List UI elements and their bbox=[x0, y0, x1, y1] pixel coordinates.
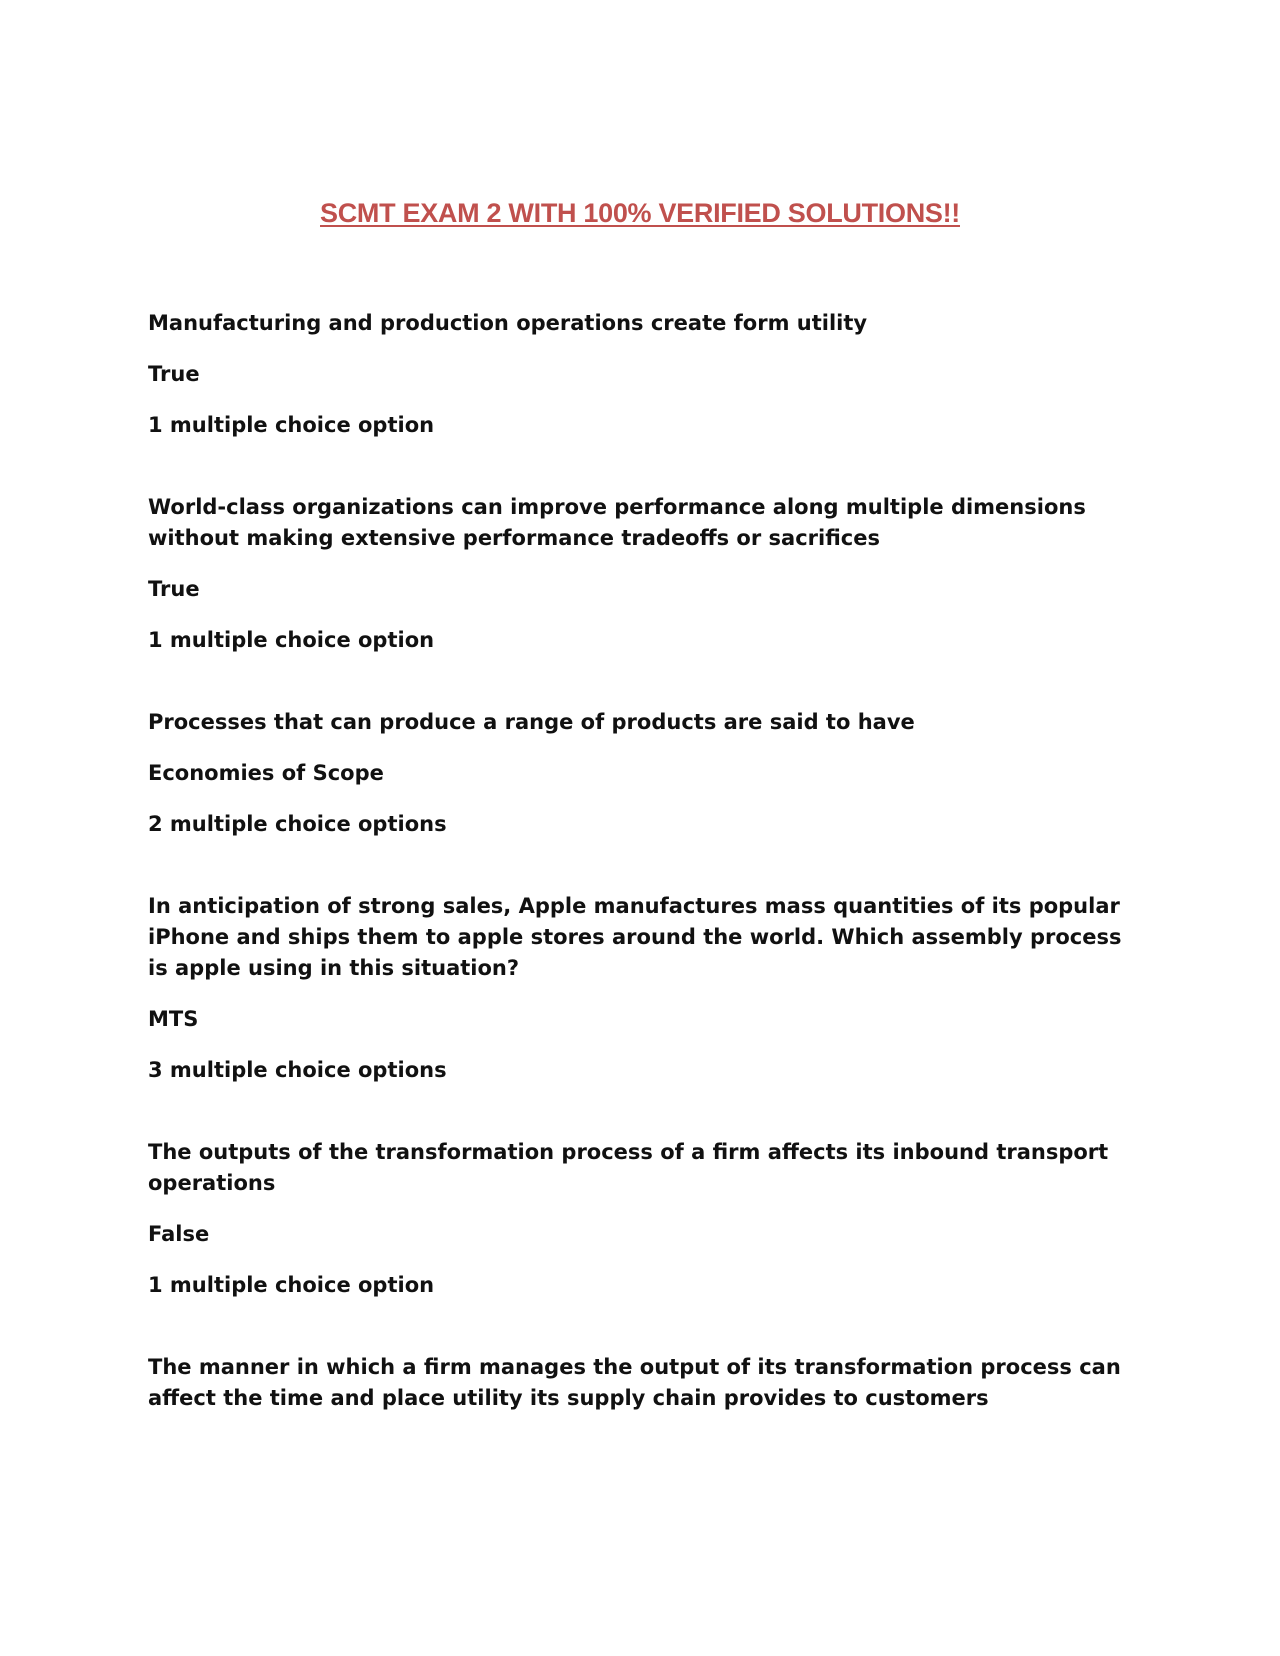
options-note: 1 multiple choice option bbox=[148, 1273, 435, 1297]
document-title: SCMT EXAM 2 WITH 100% VERIFIED SOLUTIONS!! bbox=[320, 198, 960, 228]
question-item bbox=[148, 707, 1130, 840]
question-item bbox=[148, 891, 1130, 1086]
question-list bbox=[148, 308, 1130, 1465]
question-item bbox=[148, 492, 1130, 656]
answer-text: Economies of Scope bbox=[148, 761, 384, 785]
question-text: The outputs of the transformation process of a firm affects its inbound transport operations bbox=[148, 1140, 1109, 1195]
options-note: 3 multiple choice options bbox=[148, 1058, 447, 1082]
answer-text: False bbox=[148, 1222, 210, 1246]
options-note: 1 multiple choice option bbox=[148, 628, 435, 652]
options-note: 1 multiple choice option bbox=[148, 413, 435, 437]
question-item bbox=[148, 1137, 1130, 1301]
answer-text: True bbox=[148, 362, 200, 386]
options-note: 2 multiple choice options bbox=[148, 812, 447, 836]
question-text: World-class organizations can improve performance along multiple dimensions without making extensive performance tradeoffs or sacrifices bbox=[148, 495, 1086, 550]
question-text: In anticipation of strong sales, Apple manufactures mass quantities of its popular iPhone and ships them to apple stores around the world. Which assembly process is apple using in this situation? bbox=[148, 894, 1122, 980]
answer-text: MTS bbox=[148, 1007, 199, 1031]
answer-text: True bbox=[148, 577, 200, 601]
question-item bbox=[148, 308, 1130, 441]
question-text: Manufacturing and production operations create form utility bbox=[148, 311, 868, 335]
question-item bbox=[148, 1352, 1130, 1414]
question-text: The manner in which a firm manages the output of its transformation process can affect the time and place utility its supply chain provides to customers bbox=[148, 1355, 1121, 1410]
question-text: Processes that can produce a range of products are said to have bbox=[148, 710, 915, 734]
